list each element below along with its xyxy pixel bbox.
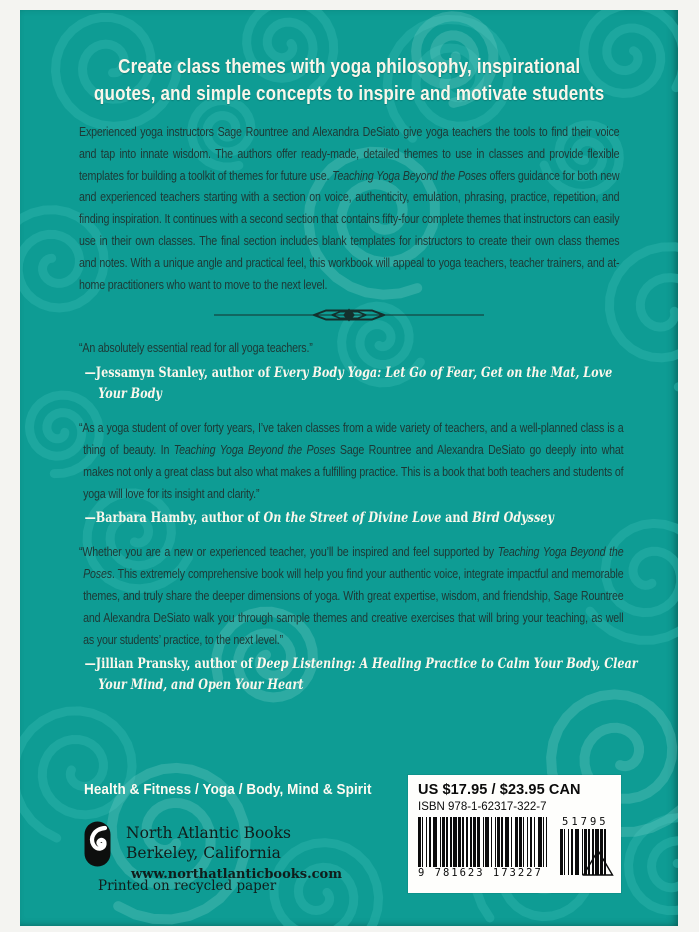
ean-barcode-bars — [418, 817, 552, 867]
quote-block — [79, 337, 619, 405]
intro-paragraph: Experienced yoga instructors Sage Rountree and Alexandra DeSiato give yoga teachers the tools to find their voice and tap into innate wisdom. The authors offer ready-made, detailed themes to use in classes and provide flexible templates for building a toolkit of themes for future use. Teaching Yoga Beyond the Poses offers guidance for both new and experienced teachers starting with a section on voice, authenticity, emulation, phrasing, practice, repetition, and finding inspiration. It continues with a second section that contains fifty-four complete themes that instructors can easily use in their own classes. The final section includes blank templates for instructors to create their own class themes and notes. With a unique angle and practical feel, this workbook will appeal to yoga teachers, teacher trainers, and at-home practitioners who want to move to the next level. — [79, 124, 620, 292]
headline-line-2: quotes, and simple concepts to inspire and motivate students — [93, 83, 605, 105]
addon-barcode-digits: 51795 — [562, 816, 609, 828]
ornament-divider — [79, 307, 619, 323]
publisher-block — [84, 821, 342, 883]
publisher-name: North Atlantic Books — [126, 824, 291, 842]
publisher-text — [126, 821, 342, 883]
quote-text: “As a yoga student of over forty years, I’ve taken classes from a wide variety of teachers, and a well-planned class is a thing of beauty. In Teaching Yoga Beyond the Poses Sage Rountree and Alexandra DeSiato go deeply into what makes not only a great class but also what makes a fulfilling practice. This is a book that both teachers and students of yoga will love for its insight and clarity.” — [79, 420, 624, 501]
headline-line-1: Create class themes with yoga philosophy, inspirational — [118, 56, 581, 78]
recycled-paper-note: Printed on recycled paper — [98, 878, 277, 894]
quote-attribution: —Barbara Hamby, author of On the Street of Divine Love and Bird Odyssey — [84, 510, 554, 527]
ean-barcode-digits: 9 781623 173227 — [418, 867, 543, 879]
quote-block — [79, 417, 624, 529]
book-back-cover — [20, 10, 678, 926]
quote-attribution: —Jillian Pransky, author of Deep Listening: A Healing Practice to Calm Your Body, Clear Your Mind, and Open Your Heart — [84, 656, 638, 694]
isbn-label: ISBN 978-1-62317-322-7 — [418, 801, 547, 813]
publisher-city: Berkeley, California — [126, 843, 281, 862]
north-atlantic-books-wave-logo-icon — [84, 821, 111, 867]
category-label: Health & Fitness / Yoga / Body, Mind & Spirit — [84, 781, 372, 798]
quote-text: “An absolutely essential read for all yoga teachers.” — [79, 340, 313, 356]
quote-text: “Whether you are a new or experienced teacher, you’ll be inspired and feel supported by Teaching Yoga Beyond the Poses. This extremely comprehensive book will help you find your authentic voice, integrate impactful and memorable themes, and truly share the deeper dimensions of yoga. With great expertise, wisdom, and friendship, Sage Rountree and Alexandra DeSiato walk you through sample themes and creative exercises that will bring your teaching, as well as your students’ practice, to the next level.” — [79, 544, 624, 647]
price-label: US $17.95 / $23.95 CAN — [418, 782, 581, 798]
quote-attribution: —Jessamyn Stanley, author of Every Body Yoga: Let Go of Fear, Get on the Mat, Love Your Body — [84, 365, 613, 403]
quote-block — [79, 541, 638, 696]
publisher-url: www.northatlanticbooks.com — [131, 867, 342, 882]
barcode-panel — [408, 775, 621, 893]
printer-triangle-icon — [581, 848, 615, 883]
divider-ornament-icon — [214, 307, 484, 323]
ean-barcode — [418, 817, 552, 879]
headline — [79, 54, 619, 108]
